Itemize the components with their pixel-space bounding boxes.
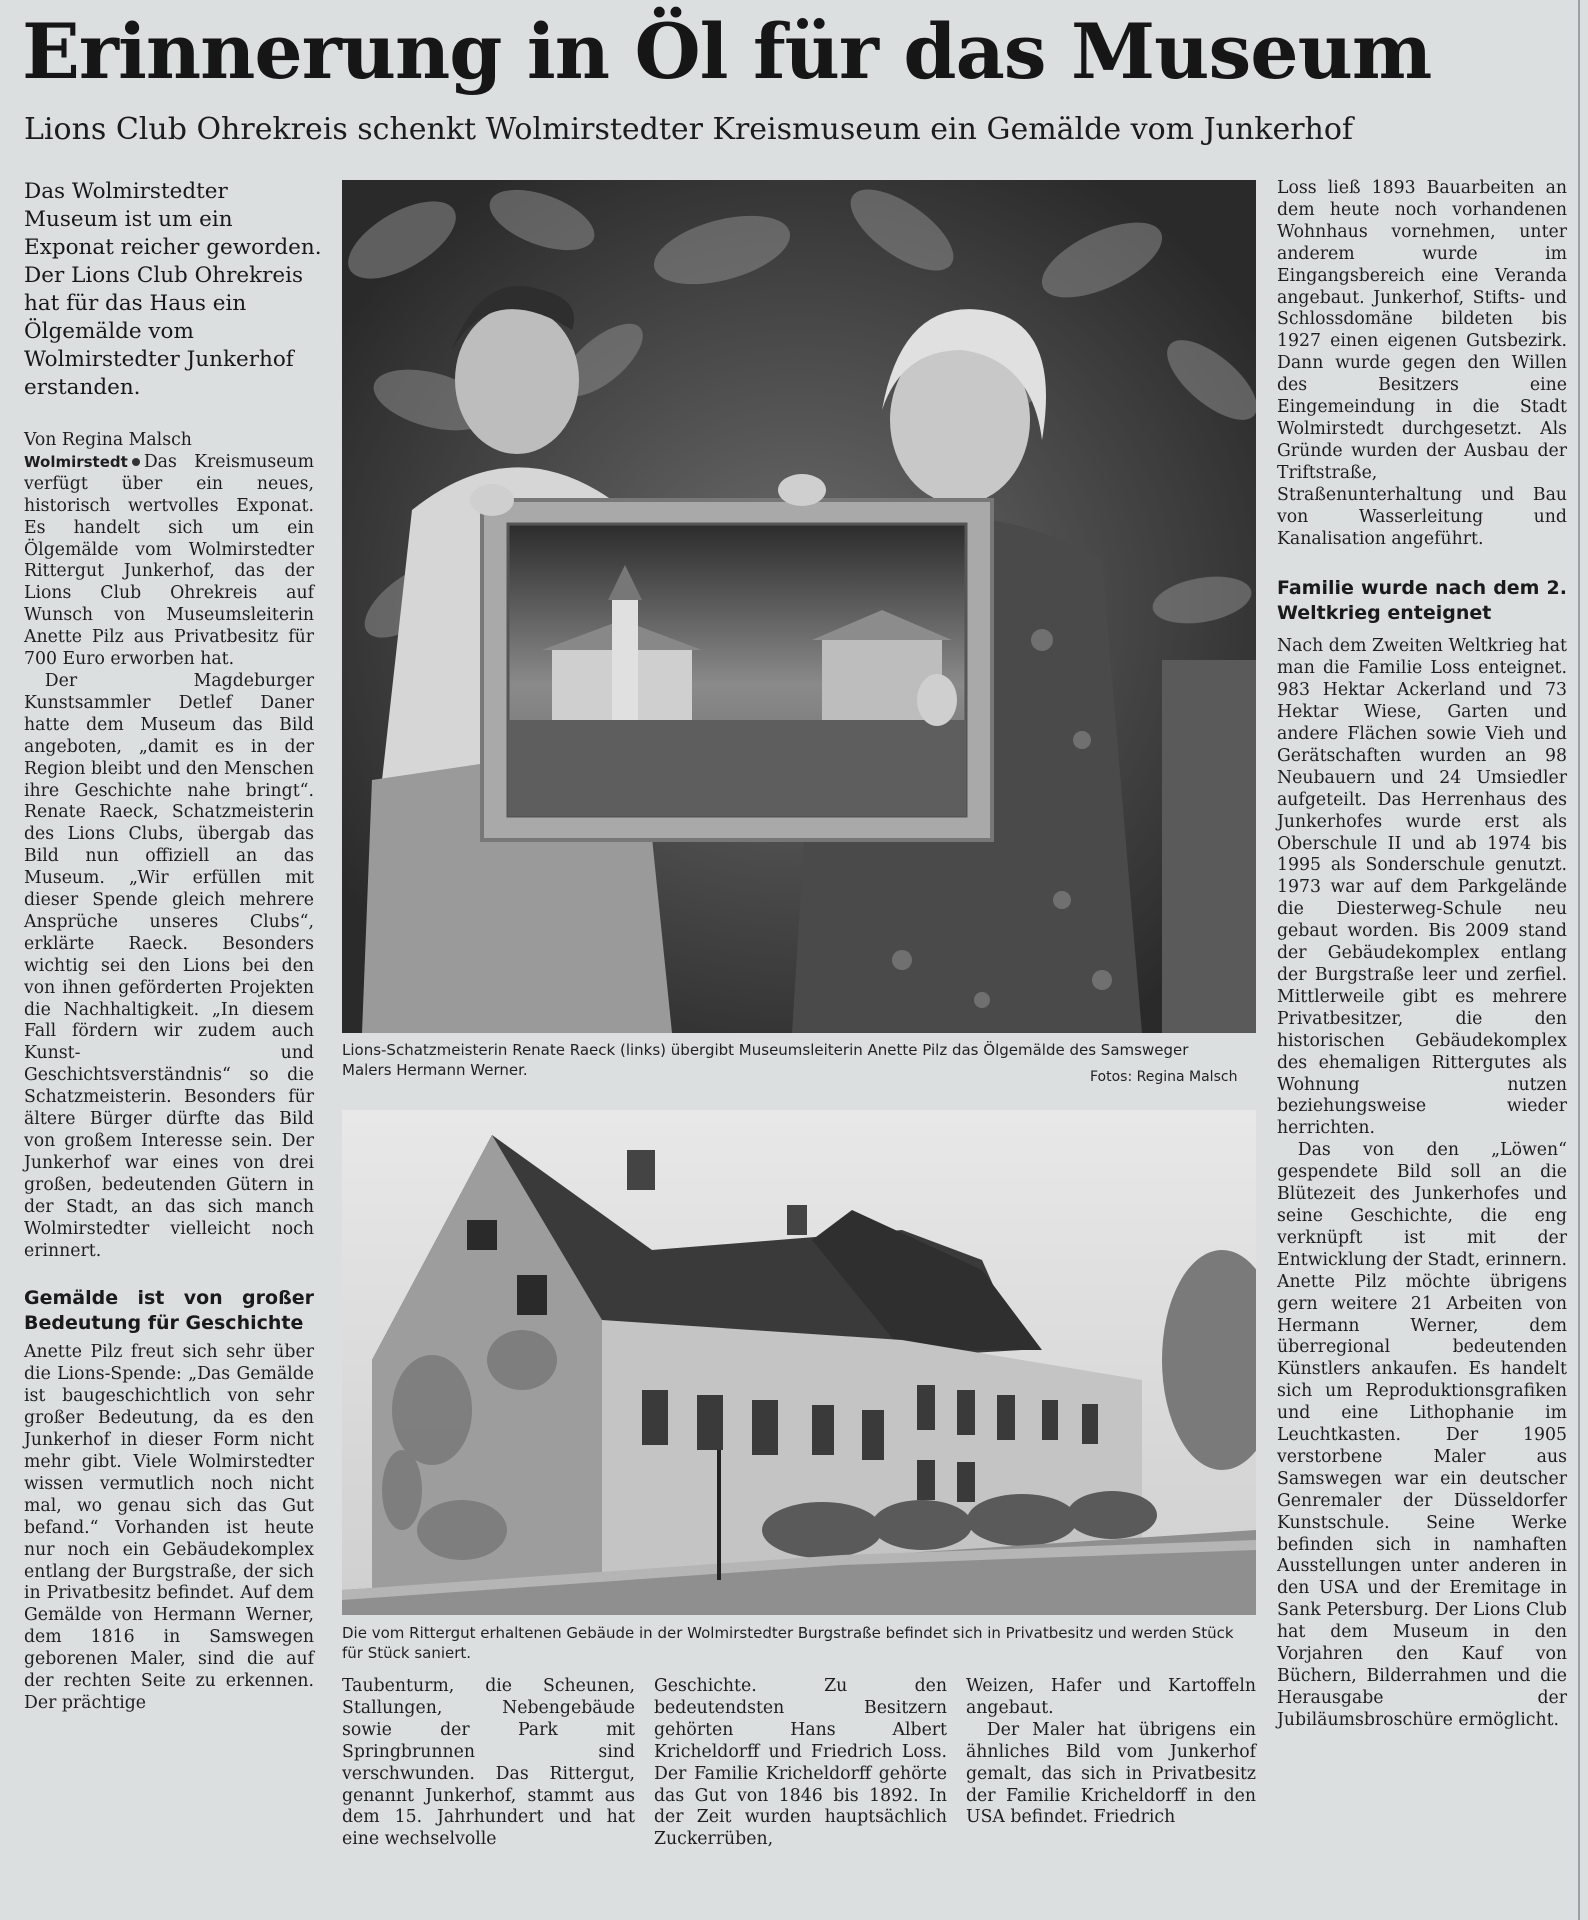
col1-paragraph-1-text: Das Kreismuseum verfügt über ein neues, historisch wertvolles Exponat. Es handelt sich um ein Ölgemälde vom Wolmirstedter Rittergut Junkerhof, das der Lions Club Ohrekreis auf Wunsch von Museumsleiterin Anette Pilz aus Privatbesitz für 700 Euro erworben hat.	[24, 451, 314, 670]
dateline-dot-icon	[132, 458, 140, 466]
column-5	[1277, 178, 1567, 1732]
column-2-bottom	[342, 1676, 635, 1851]
section-heading-1: Gemälde ist von großer Bedeutung für Geschichte	[24, 1287, 314, 1335]
photo-painting-handover-image	[342, 180, 1256, 1033]
photo-building-image	[342, 1110, 1256, 1615]
col5-paragraph-3: Das von den „Löwen“ gespendete Bild soll an die Blütezeit des Junkerhofes und seine Geschichte, die eng verknüpft ist mit der Entwicklung der Stadt, erinnern. Anette Pilz möchte übrigens gern weitere 21 Arbeiten von Hermann Werner, dem überregional bedeutenden Künstlers ankaufen. Es handelt sich um Reproduktionsgrafiken und eine Lithophanie im Leuchtkasten. Der 1905 verstorbene Maler aus Samswegen war ein deutscher Genremaler der Düsseldorfer Kunstschule. Seine Werke befinden sich in namhaften Ausstellungen unter anderen in den USA und der Eremitage in Sank Petersburg. Der Lions Club hat dem Museum in den Vorjahren den Kauf von Büchern, Bilderrahmen und die Herausgabe der Jubiläumsbroschüre ermöglicht.	[1277, 1140, 1568, 1730]
col2-text: Taubenturm, die Scheunen, Stallungen, Nebengebäude sowie der Park mit Springbrunnen sind verschwunden. Das Rittergut, genannt Junkerhof, stammt aus dem 15. Jahrhundert und hat eine wechselvolle	[342, 1676, 635, 1850]
column-3-bottom	[654, 1676, 947, 1851]
byline: Von Regina Malsch	[24, 430, 192, 450]
photo2-caption: Die vom Rittergut erhaltenen Gebäude in der Wolmirstedter Burgstraße befindet sich in Privatbesitz und werden Stück für Stück saniert.	[342, 1624, 1234, 1662]
col1-paragraph-1	[24, 452, 314, 671]
col4-text-b: Der Maler hat übrigens ein ähnliches Bild vom Junkerhof gemalt, das sich in Privatbesitz der Familie Kricheldorff in den USA befindet. Friedrich	[966, 1719, 1256, 1828]
column-4-bottom	[966, 1676, 1256, 1829]
headline: Erinnerung in Öl für das Museum	[22, 7, 1432, 96]
col5-paragraph-2: Nach dem Zweiten Weltkrieg hat man die Familie Loss enteignet. 983 Hektar Ackerland und 73 Hektar Wiese, Garten und andere Flächen sowie Vieh und Gerätschaften wurden an 98 Neubauern und 24 Umsiedler aufgeteilt. Das Herrenhaus des Junkerhofes wurde erst als Oberschule II und ab 1974 bis 1995 als Sonderschule genutzt. 1973 war auf dem Parkgelände die Diesterweg-Schule neu gebaut worden. Bis 2009 stand der Gebäudekomplex entlang der Burgstraße leer und zerfiel. Mittlerweile gibt es mehrere Privatbesitzer, die den historischen Gebäudekomplex des ehemaligen Rittergutes als Wohnung nutzen beziehungsweise wieder herrichten.	[1277, 636, 1567, 1139]
col1-paragraph-2: Der Magdeburger Kunstsammler Detlef Daner hatte dem Museum das Bild angeboten, „damit es in der Region bleibt und den Menschen ihre Geschichte nahe bringt“. Renate Raeck, Schatzmeisterin des Lions Clubs, übergab das Bild nun offiziell an das Museum. „Wir erfüllen mit dieser Spende gleich mehrere Ansprüche unseres Clubs“, erklärte Raeck. Besonders wichtig sei den Lions bei den von ihnen geförderten Projekten die Nachhaltigkeit. „In diesem Fall fördern wir zudem auch Kunst- und Geschichtsverständnis“ so die Schatzmeisterin. Besonders für ältere Bürger dürfte das Bild von großem Interesse sein. Der Junkerhof war eines von drei großen, bedeutenden Gütern in der Stadt, an das sich manch Wolmirstedter vielleicht noch erinnert.	[24, 670, 314, 1261]
col1-paragraph-3: Anette Pilz freut sich sehr über die Lions-Spende: „Das Gemälde ist baugeschichtlich von sehr großer Bedeutung, da es den Junkerhof in dieser Form nicht mehr gibt. Viele Wolmirstedter wissen vermutlich noch nicht mal, wo genau sich das Gut befand.“ Vorhanden ist heute nur noch ein Gebäudekomplex entlang der Burgstraße, der sich in Privatbesitz befindet. Auf dem Gemälde von Hermann Werner, dem 1816 in Samswegen geborenen Maler, sind die auf der rechten Seite zu erkennen. Der prächtige	[24, 1342, 314, 1713]
photo-painting-handover	[342, 180, 1256, 1033]
column-1	[24, 430, 314, 1715]
intro-text: Das Wolmirstedter Museum ist um ein Exponat reicher geworden. Der Lions Club Ohrekreis hat für das Haus ein Ölgemälde vom Wolmirstedter Junkerhof erstanden.	[24, 179, 322, 400]
page-edge-line	[1578, 0, 1580, 1920]
col3-text: Geschichte. Zu den bedeutendsten Besitzern gehörten Hans Albert Kricheldorff und Friedrich Loss. Der Familie Kricheldorff gehörte das Gut von 1846 bis 1892. In der Zeit wurden hauptsächlich Zuckerrüben,	[654, 1676, 947, 1850]
photo-credit: Fotos: Regina Malsch	[1090, 1069, 1238, 1085]
subheadline: Lions Club Ohrekreis schenkt Wolmirstedter Kreismuseum ein Gemälde vom Junkerhof	[24, 112, 1354, 147]
dateline: Wolmirstedt	[24, 452, 128, 471]
intro-lead	[24, 178, 324, 402]
section-heading-2: Familie wurde nach dem 2. Weltkrieg enteignet	[1277, 577, 1567, 625]
photo-building-burgstrasse	[342, 1110, 1256, 1615]
col5-paragraph-1: Loss ließ 1893 Bauarbeiten an dem heute noch vorhandenen Wohnhaus vornehmen, unter anderem wurde im Eingangsbereich eine Veranda angebaut. Junkerhof, Stifts- und Schlossdomäne bildeten bis 1927 einen eigenen Gutsbezirk. Dann wurde gegen den Willen des Besitzers eine Eingemeindung in die Stadt Wolmirstedt durchgesetzt. Als Gründe wurden der Ausbau der Triftstraße, Straßenunterhaltung und Bau von Wasserleitung und Kanalisation angeführt.	[1277, 178, 1567, 549]
photo1-caption: Lions-Schatzmeisterin Renate Raeck (links) übergibt Museumsleiterin Anette Pilz das Ölgemälde des Samsweger Malers Hermann Werner.	[342, 1041, 1189, 1079]
col4-text-a: Weizen, Hafer und Kartoffeln angebaut.	[966, 1676, 1256, 1718]
